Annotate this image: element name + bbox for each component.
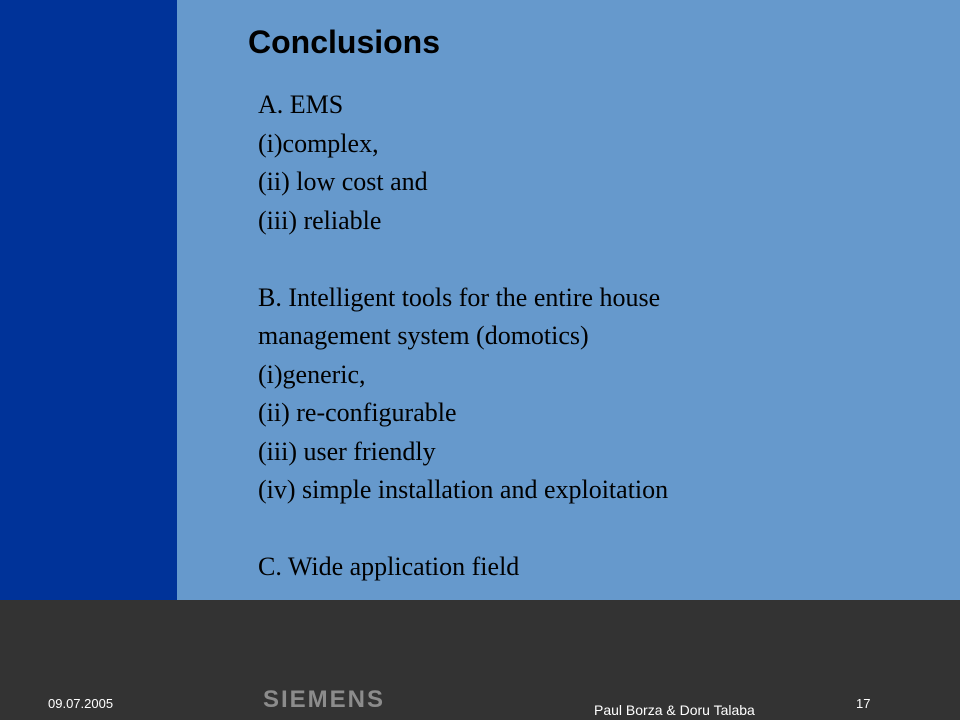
body-line-ems-complex: (i)complex, <box>258 128 379 158</box>
body-line-ems-reliable: (iii) reliable <box>258 205 382 235</box>
page-number: 17 <box>856 696 871 711</box>
siemens-logo: SIEMENS <box>263 686 386 713</box>
body-line-tools-heading: B. Intelligent tools for the entire house <box>258 282 661 312</box>
slide-title: Conclusions <box>248 24 441 60</box>
body-line-ems-heading: A. EMS <box>258 90 344 119</box>
body-line-tools-installation: (iv) simple installation and exploitation <box>258 475 669 504</box>
body-line-spacer <box>258 510 668 549</box>
body-line-application-field: C. Wide application field <box>258 552 520 581</box>
body-line-spacer <box>258 240 668 279</box>
left-accent-bar <box>0 0 177 600</box>
body-line-tools-heading-cont: management system (domotics) <box>258 321 589 350</box>
body-line-tools-reconfigurable: (ii) re-configurable <box>258 398 457 427</box>
slide-body-list <box>258 86 668 587</box>
footer-author: Paul Borza & Doru Talaba <box>594 702 755 718</box>
body-line-tools-user-friendly: (iii) user friendly <box>258 436 436 466</box>
slide-footer <box>0 600 960 720</box>
footer-date: 09.07.2005 <box>48 696 114 711</box>
body-line-tools-generic: (i)generic, <box>258 359 366 389</box>
body-line-ems-low-cost: (ii) low cost and <box>258 167 428 196</box>
